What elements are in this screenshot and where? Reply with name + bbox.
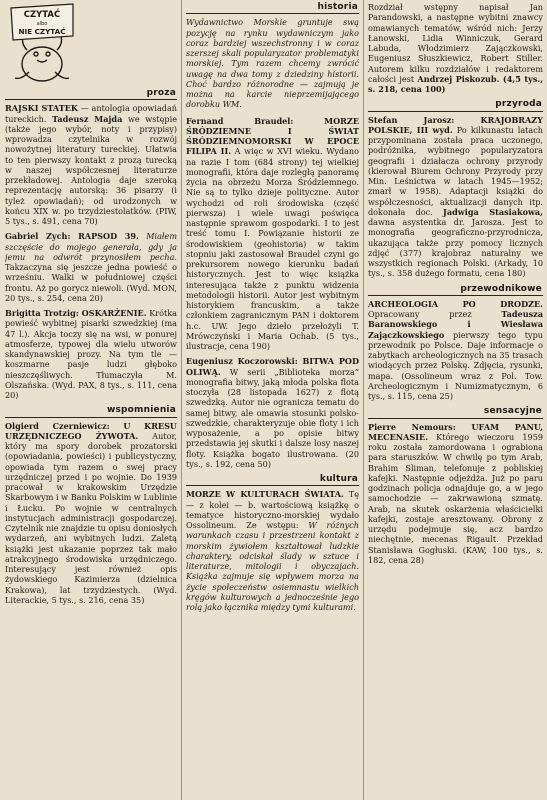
- column-right: [368, 0, 543, 800]
- section-heading-proza: proza: [5, 88, 177, 100]
- review-u-kresu: Olgierd Czerniewicz: U KRESU URZĘDNICZEGO ŻYWOTA. Autor, który ma spory dorobek prozatorski (opowiadania, powieści) i publicystyczny, opowiada tym razem o swej pracy urzędniczej przed i po wojnie. Do 1939 pracował w krakowskim Urzędzie Skarbowym i w Banku Polskim w Lublinie i Łucku. Po wojnie w centralnych instytucjach administracji gospodarczej. Czytelnik nie znajdzie tu opisu doniosłych wydarzeń, ani wybitnych ludzi. Zaletą książki jest ukazanie poprzez tak mało atrakcyjnego środowiska urzędniczego. Interesujący jest również opis żydowskiego Kazimierza (dzielnica Krakowa), lat trzydziestych. (Wyd. Literackie, 5 tys., s. 216, cena 35): [5, 420, 177, 605]
- review-morze-w-kulturach: MORZE W KULTURACH ŚWIATA. Tę — z kolei — b. wartościową książkę o tematyce historyczno-morskiej wydało Ossolineum. Ze wstępu: W różnych warunkach czasu i przestrzeni kontakt z morskim żywiołem kształtował ludzkie charaktery, odciskał ślady w sztuce i literaturze, mitologii i obyczajach. Książka zajmuje się wpływem morza na życie społeczeństw osiemnastu wielkich kręgów kulturowych a jednocześnie jego rolą jako łącznika między tymi kulturami.: [186, 489, 359, 612]
- logo-line-3: NIE CZYTAĆ: [18, 27, 66, 36]
- review-morze-srodziemne: Fernand Braudel: MORZE ŚRÓDZIEMNE I ŚWIAT ŚRÓDZIEMNOMORSKI W EPOCE FILIPA II. A więc w XVI wieku. Wydano na razie I tom (684 strony) tej wielkiej monografii, która daje rozległą panoramę życia na obrzeżu Morza Śródziemnego. Nie są to tylko dzieje polityczne. Autor wychodzi od roli środowiska (część pierwsza) i wiele uwagi poświęca następnie sprawom gospodarki. I to jest treść tomu I. Powiązanie historii ze środowiskiem (geohistoria) w takim stopniu jaki zastosował Braudel czyni go prekursorem nowego kierunku badań historycznych. Jest to więc książka interesująca także z punktu widzenia metodologii historii. Autor jest wybitnym historykiem francuskim, a także członkiem zagranicznym PAN i doktorem h.c. UW. Jego dzieło przełożyli T. Mrówczyński i Maria Ochab. (5 tys., ilustracje, cena 190): [186, 115, 359, 351]
- review-archeologia-po-drodze: ARCHEOLOGIA PO DRODZE. Opracowany przez Tadeusza Baranowskiego i Wiesława Zajączkowskiego pierwszy tego typu przewodnik po Polsce. Daje informacje o zabytkach archeologicznych na 35 trasach wiodących przez Polskę. Zdjęcia, rysunki, mapa. (Ossolineum wraz z Pol. Tow. Archeologicznym i Numizmatycznym, 6 tys., s. 115, cena 25): [368, 298, 543, 401]
- review-ufam-panu-mecenasie: Pierre Nemours: UFAM PANU, MECENASIE. Którego wieczoru 1959 roku została zamordowana i ograbiona para staruszków. W chwilę po tym Arab, Brahim Sliman, telefonuje z pobliskiej kafejki. Następnie odjeżdża. Już po paru godzinach policja odnajduje go, a w jego samochodzie — zakrwawioną szmatę. Arab, na skutek oskarżenia właścicielki kafejki, zostaje aresztowany. Obrony z urzędu podejmuje się, acz bardzo niechętnie, mecenas Rigault. Przekład Stanisława Gogłuski. (KAW, 100 tys., s. 182, cena 28): [368, 421, 543, 565]
- column-left: [5, 0, 177, 800]
- column-middle: [186, 0, 359, 800]
- section-heading-przewodnikowe: przewodnikowe: [368, 284, 543, 296]
- section-heading-przyroda: przyroda: [368, 99, 543, 111]
- review-bitwa-pod-oliwa: Eugeniusz Koczorowski: BITWA POD OLIWĄ. W serii „Biblioteka morza” monografia bitwy, jaką młoda polska flota stoczyła (28 listopada 1627) z flotą szwedzką. Autor nie ogranicza tematu do samej bitwy, ale omawia stosunki polsko-szwedzkie, charakteryzuje obie floty i ich wyposażenie, a po opisie bitwy przedstawia jej skutki i dalsze losy naszej floty. Książka bogato ilustrowana. (20 tys., s. 192, cena 50): [186, 356, 359, 469]
- review-krajobrazy-polskie: Stefan Jarosz: KRAJOBRAZY POLSKIE, III wyd. Po kilkunastu latach przypominana została praca uczonego, podróżnika, wybitnego popularyzatora geografii i działacza ochrony przyrody (kierował Biurem Ochrony Przyrody przy Min. Leśnictwa w latach 1945—1952; zmarł w 1958). Adaptacji książki do współczesności, aktualizacji danych itp. dokonała doc. Jadwiga Stasiakowa, dawna asystentka dr. Jarosza. Jest to monografia geograficzno-przyrodnicza, ukazująca także przy pomocy licznych zdjęć (377) krajobraz naturalny we wszystkich regionach Polski. (Arkady, 10 tys., s. 358 dużego formatu, cena 180): [368, 114, 543, 279]
- review-morze-w-kulturach-cont: Rozdział wstępny napisał Jan Parandowski, a następne wybitni znawcy omawianych tematów, wśród nich: Jerzy Łanowski, Lidia Winniczuk, Gerard Labuda, Włodzimierz Zajączkowski, Eugeniusz Słuszkiewicz, Robert Stiller. Autorem kilku rozdziałów i redaktorem całości jest Andrzej Piskozub. (4,5 tys., s. 218, cena 100): [368, 2, 543, 94]
- historia-intro: Wydawnictwo Morskie gruntuje swą pozycję na rynku wydawniczym jako coraz bardziej wszechstronny i w coraz szerszej skali popularyzator problematyki morskiej. Tym razem chcemy zwrócić uwagę na dwa tomy z dziedziny historii. Choć bardzo różnorodne — zajmują je można na karcie nieprzemijającego dorobku WM.: [186, 17, 359, 110]
- section-heading-wspomnienia: wspomnienia: [5, 405, 177, 417]
- czytac-albo-nie-czytac-logo: [7, 2, 77, 84]
- review-rapsod-39: Gabriel Zych: RAPSOD 39. Miałem szczęście do mojego generała, gdy ja jemu na odwrót przynosiłem pecha. Takzaczyna się jeszcze jedna powieść o wrześniu. Walki w południowej części frontu. Aż po gorycz niewoli. (Wyd. MON, 20 tys., s. 254, cena 20): [5, 231, 177, 303]
- logo-line-2: albo: [36, 21, 48, 27]
- review-oskarzenie: Brigitta Trotzig: OSKARŻENIE. Krótka powieść wybitnej pisarki szwedzkiej (ma 47 l.). Akcja toczy się na wsi, w ponurej atmosferze, typowej dla wielu utworów skandynawskiej prozy. Na tym tle — koszmarne pasje ludzi głęboko nieszczęśliwych. Tłumaczyła M. Olszańska. (Wyd. PAX, 8 tys., s. 111, cena 20): [5, 308, 177, 400]
- section-heading-historia: historia: [186, 2, 359, 14]
- section-heading-kultura: kultura: [186, 474, 359, 486]
- review-rajski-statek: RAJSKI STATEK — antologia opowiadań tureckich. Tadeusz Majda we wstępie (także jego wybór, noty i przypisy) wprowadza czytelnika w rozwój nowożytnej literatury tureckiej. Ułatwia to ten pierwszy kontakt z prozą turecką w naszej współczesnej literaturze przekładowej. Antologia daje szeroką reprezentację autorską: 36 pisarzy (i tyleż opowiadań); od urodzonych w końcu XIX w. po trzydziestolatków. (PIW, 5 tys., s. 491, cena 70): [5, 103, 177, 226]
- logo-line-1: CZYTAĆ: [23, 10, 61, 20]
- column-divider: [181, 0, 182, 800]
- section-heading-sensacyjne: sensacyjne: [368, 406, 543, 418]
- column-divider: [363, 0, 364, 800]
